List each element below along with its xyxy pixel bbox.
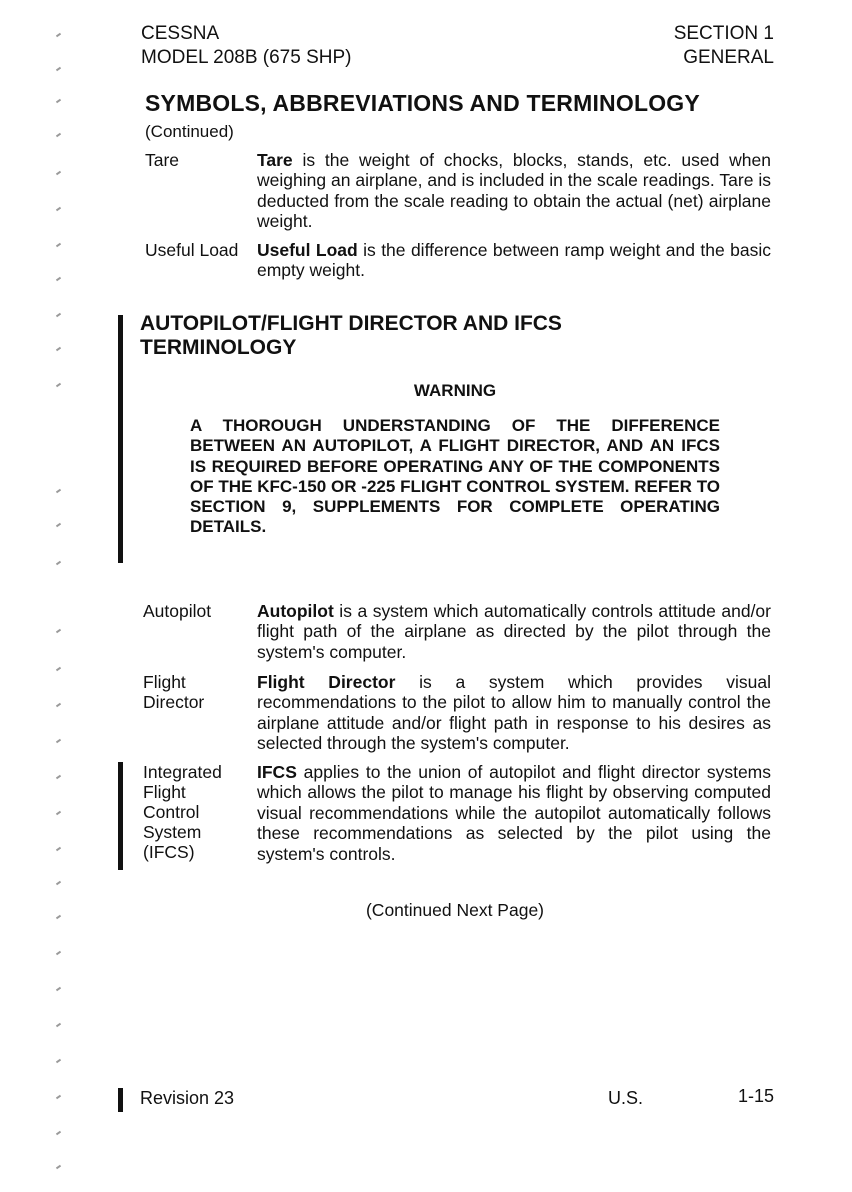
definition-tare xyxy=(257,150,771,232)
term-tare: Tare xyxy=(145,150,180,170)
warning-title: WARNING xyxy=(413,381,497,400)
header-section: SECTION 1 xyxy=(673,23,774,44)
page-title: SYMBOLS, ABBREVIATIONS AND TERMINOLOGY xyxy=(145,90,700,116)
definition-ifcs xyxy=(257,762,771,864)
term-flight-director-line2: Director xyxy=(143,692,205,712)
section-heading xyxy=(140,312,562,360)
warning-text: A THOROUGH UNDERSTANDING OF THE DIFFERENCE BETWEEN AN AUTOPILOT, A FLIGHT DIRECTOR, AND AN IFCS IS REQUIRED BEFORE OPERATING ANY OF THE COMPONENTS OF THE KFC-150 OR -225 FLIGHT CONTROL SYSTEM. REFER TO SECTION 9, SUPPLEMENTS FOR COMPLETE OPERATING DETAILS. xyxy=(190,416,720,537)
definition-flight-director xyxy=(257,672,771,754)
term-autopilot-line: Autopilot xyxy=(143,601,212,621)
definition-autopilot-bold: Autopilot xyxy=(257,601,334,621)
definition-ifcs-bold: IFCS xyxy=(257,762,297,782)
definition-tare-bold: Tare xyxy=(257,150,293,170)
header-section-name: GENERAL xyxy=(683,47,774,68)
term-ifcs-line1: Integrated xyxy=(143,762,222,782)
term-ifcs-line2: Flight xyxy=(143,782,186,802)
revision-bar-ifcs xyxy=(118,762,123,870)
header-left xyxy=(141,22,352,70)
term-ifcs-line3: Control xyxy=(143,802,200,822)
definition-useful-load-text: is the difference between ramp weight and the basic empty weight. xyxy=(257,240,771,281)
term-ifcs xyxy=(143,762,222,862)
header-model: MODEL 208B (675 SHP) xyxy=(141,47,352,68)
footer-region: U.S. xyxy=(608,1088,644,1108)
term-useful-load: Useful Load xyxy=(145,240,239,260)
continued-note: (Continued Next Page) xyxy=(365,900,545,920)
definition-autopilot xyxy=(257,601,771,662)
term-autopilot xyxy=(143,601,211,621)
definition-useful-load xyxy=(257,240,771,281)
term-ifcs-line4: System xyxy=(143,822,202,842)
header-manufacturer: CESSNA xyxy=(141,23,220,44)
revision-bar-section xyxy=(118,315,123,563)
section-heading-line1: AUTOPILOT/FLIGHT DIRECTOR AND IFCS xyxy=(140,312,562,335)
footer-page-number: 1-15 xyxy=(737,1086,774,1106)
term-flight-director-line1: Flight xyxy=(143,672,186,692)
definition-ifcs-text: applies to the union of autopilot and flight director systems which allows the pilot to manage his flight by observing computed visual recommendations while the autopilot automatically follows these recommendations as selected by the pilot using the system's controls. xyxy=(257,762,771,864)
definition-flight-director-text: is a system which provides visual recommendations to the pilot to allow him to manually control the airplane attitude and/or flight path in response to his desires as selected through the system's computer. xyxy=(257,672,771,754)
term-ifcs-line5: (IFCS) xyxy=(143,842,195,862)
revision-bar-footer xyxy=(118,1088,123,1112)
definition-useful-load-bold: Useful Load xyxy=(257,240,358,260)
definition-flight-director-bold: Flight Director xyxy=(257,672,396,692)
definition-tare-text: is the weight of chocks, blocks, stands, etc. used when weighing an airplane, and is included in the scale readings. Tare is deducted from the scale reading to obtain the actual (net) airplane weight. xyxy=(257,150,771,232)
definition-autopilot-text: is a system which automatically controls attitude and/or flight path of the airplane as directed by the pilot through the system's computer. xyxy=(257,601,771,662)
header-right xyxy=(674,22,774,70)
term-flight-director xyxy=(143,672,204,712)
page-subtitle: (Continued) xyxy=(145,122,234,141)
footer-revision: Revision 23 xyxy=(140,1088,235,1108)
section-heading-line2: TERMINOLOGY xyxy=(140,336,297,359)
